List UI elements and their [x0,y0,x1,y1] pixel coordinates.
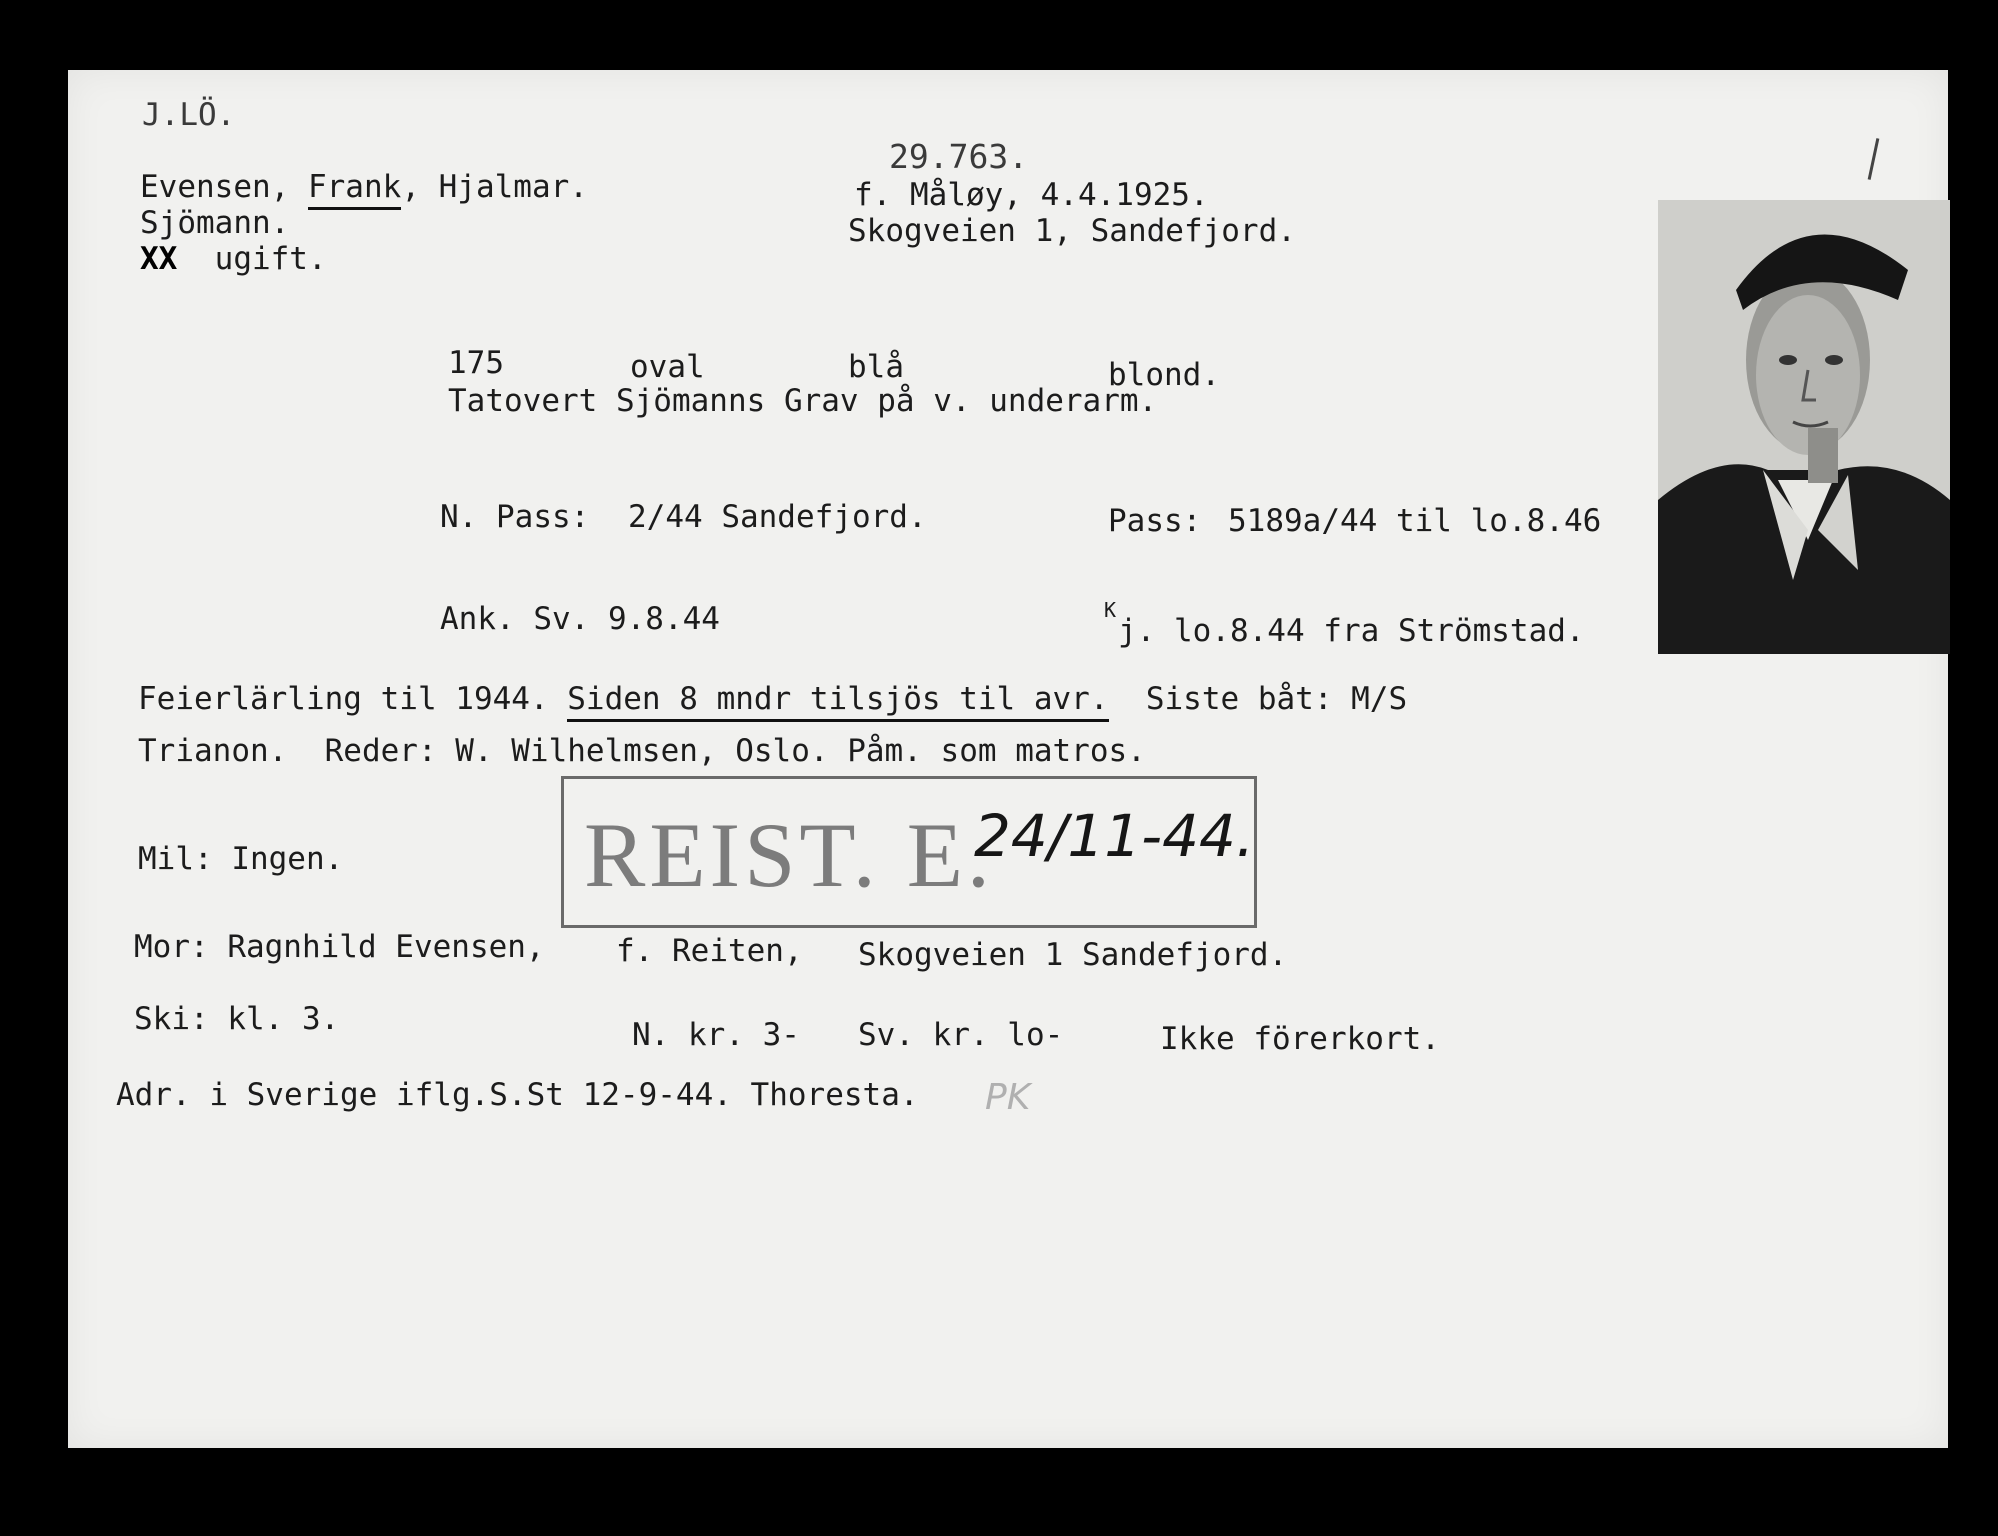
home-address: Skogveien 1, Sandefjord. [848,213,1296,249]
height-value: 175 [448,345,504,381]
stamp-text: REIST. E. [584,804,994,906]
person-name: Evensen, Frank, Hjalmar. [140,172,588,203]
occupation: Sjömann. [140,205,290,241]
office-code: J.LÖ. [142,97,236,133]
stamp-handwritten-date: 24/11-44. [974,802,1255,870]
history-line-2: Trianon. Reder: W. Wilhelmsen, Oslo. Påm. som matros. [138,733,1146,769]
address-note: Adr. i Sverige iflg.S.St 12-9-44. Thoresta. [116,1077,919,1113]
pass-label: Pass: [1108,503,1202,539]
hair-color: blond. [1108,357,1220,393]
kj-superscript: K [1104,598,1117,622]
mother-name: Mor: Ragnhild Evensen, [134,929,545,965]
pen-tick-mark [1868,138,1880,180]
mother-born: f. Reiten, [616,933,803,969]
swedish-kr: Sv. kr. lo- [858,1017,1064,1053]
military-status: Mil: Ingen. [138,841,344,877]
birth-info: f. Måløy, 4.4.1925. [854,177,1209,213]
card-number: 29.763. [889,137,1029,176]
handwritten-initials: PK [985,1077,1031,1118]
face-shape: oval [630,349,705,385]
driver-license: Ikke förerkort. [1160,1021,1440,1057]
pass-value: 5189a/44 til lo.8.46 [1228,503,1602,539]
departure-stamp [561,776,1257,928]
tattoo-note: Tatovert Sjömanns Grav på v. underarm. [448,383,1158,419]
history-line-1: Feierlärling til 1944. Siden 8 mndr tilsjös til avr. Siste båt: M/S [138,684,1407,715]
mother-address: Skogveien 1 Sandefjord. [858,937,1288,973]
norwegian-pass-value: 2/44 Sandefjord. [628,499,927,535]
norwegian-kr: N. kr. 3- [632,1017,800,1053]
arrival-sweden: Ank. Sv. 9.8.44 [440,601,720,637]
ski-level: Ski: kl. 3. [134,1001,340,1037]
eye-color: blå [848,349,904,385]
marital-status: XX ugift. [140,241,327,277]
norwegian-pass-label: N. Pass: [440,499,590,535]
kj-entry: j. lo.8.44 fra Strömstad. [1118,613,1585,649]
index-card [68,70,1948,1448]
portrait-image [1658,200,1950,654]
portrait-photo [1658,200,1950,654]
